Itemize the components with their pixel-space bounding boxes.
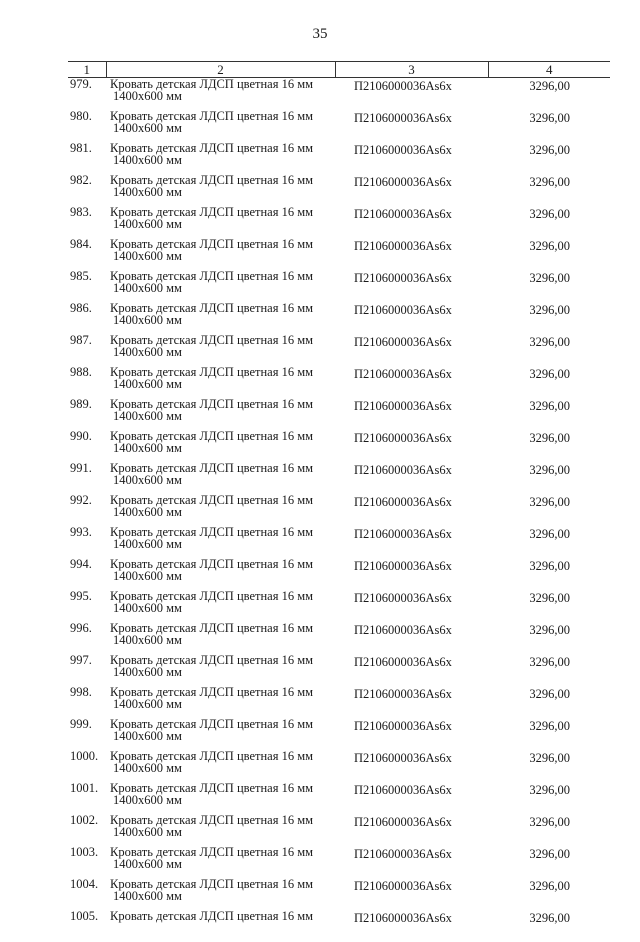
item-price: 3296,00 <box>488 494 610 526</box>
item-name-line1: Кровать детская ЛДСП цветная 16 мм <box>110 686 335 698</box>
row-number: 989. <box>68 398 106 430</box>
item-name <box>106 430 335 462</box>
item-price: 3296,00 <box>488 910 610 942</box>
item-price: 3296,00 <box>488 878 610 910</box>
item-code: П2106000036Аs6х <box>335 878 488 910</box>
item-name-line1: Кровать детская ЛДСП цветная 16 мм <box>110 366 335 378</box>
item-name <box>106 238 335 270</box>
item-name-line1: Кровать детская ЛДСП цветная 16 мм <box>110 142 335 154</box>
item-name-line2: 1400х600 мм <box>110 218 335 230</box>
item-name-line2: 1400х600 мм <box>110 122 335 134</box>
row-number: 991. <box>68 462 106 494</box>
table-row <box>68 398 610 430</box>
row-number: 995. <box>68 590 106 622</box>
item-name <box>106 270 335 302</box>
item-name <box>106 110 335 142</box>
row-number: 980. <box>68 110 106 142</box>
item-name <box>106 174 335 206</box>
table-row <box>68 878 610 910</box>
item-name-line2: 1400х600 мм <box>110 538 335 550</box>
item-name-line2: 1400х600 мм <box>110 282 335 294</box>
item-name <box>106 366 335 398</box>
item-name-line1: Кровать детская ЛДСП цветная 16 мм <box>110 270 335 282</box>
item-name-line2: 1400х600 мм <box>110 410 335 422</box>
item-code: П2106000036Аs6х <box>335 366 488 398</box>
table-row <box>68 110 610 142</box>
item-price: 3296,00 <box>488 750 610 782</box>
table-row <box>68 334 610 366</box>
items-table <box>68 61 610 942</box>
item-code: П2106000036Аs6х <box>335 814 488 846</box>
item-name <box>106 622 335 654</box>
item-code: П2106000036Аs6х <box>335 782 488 814</box>
item-name-line1: Кровать детская ЛДСП цветная 16 мм <box>110 718 335 730</box>
item-name-line1: Кровать детская ЛДСП цветная 16 мм <box>110 494 335 506</box>
item-name-line2: 1400х600 мм <box>110 602 335 614</box>
item-price: 3296,00 <box>488 622 610 654</box>
item-code: П2106000036Аs6х <box>335 590 488 622</box>
item-code: П2106000036Аs6х <box>335 430 488 462</box>
item-name-line1: Кровать детская ЛДСП цветная 16 мм <box>110 238 335 250</box>
item-price: 3296,00 <box>488 206 610 238</box>
item-code: П2106000036Аs6х <box>335 206 488 238</box>
item-name <box>106 718 335 750</box>
item-price: 3296,00 <box>488 558 610 590</box>
table-row <box>68 366 610 398</box>
table-row <box>68 462 610 494</box>
item-name <box>106 686 335 718</box>
item-price: 3296,00 <box>488 846 610 878</box>
item-price: 3296,00 <box>488 654 610 686</box>
row-number: 983. <box>68 206 106 238</box>
table-row <box>68 782 610 814</box>
item-name-line2: 1400х600 мм <box>110 858 335 870</box>
item-name-line2: 1400х600 мм <box>110 890 335 902</box>
item-name <box>106 526 335 558</box>
item-code: П2106000036Аs6х <box>335 654 488 686</box>
item-name-line1: Кровать детская ЛДСП цветная 16 мм <box>110 814 335 826</box>
item-name <box>106 910 335 942</box>
item-code: П2106000036Аs6х <box>335 526 488 558</box>
item-name-line2: 1400х600 мм <box>110 666 335 678</box>
item-name-line1: Кровать детская ЛДСП цветная 16 мм <box>110 590 335 602</box>
item-code: П2106000036Аs6х <box>335 462 488 494</box>
item-name-line1: Кровать детская ЛДСП цветная 16 мм <box>110 110 335 122</box>
item-name-line2: 1400х600 мм <box>110 250 335 262</box>
item-price: 3296,00 <box>488 78 610 111</box>
item-name-line1: Кровать детская ЛДСП цветная 16 мм <box>110 654 335 666</box>
item-name <box>106 846 335 878</box>
table-row <box>68 142 610 174</box>
item-price: 3296,00 <box>488 526 610 558</box>
table-row <box>68 686 610 718</box>
table-row <box>68 558 610 590</box>
item-name-line1: Кровать детская ЛДСП цветная 16 мм <box>110 782 335 794</box>
table-row <box>68 654 610 686</box>
item-name <box>106 206 335 238</box>
item-name-line1: Кровать детская ЛДСП цветная 16 мм <box>110 78 335 90</box>
item-name <box>106 398 335 430</box>
item-name <box>106 558 335 590</box>
item-name-line2: 1400х600 мм <box>110 634 335 646</box>
row-number: 982. <box>68 174 106 206</box>
table-row <box>68 78 610 111</box>
item-price: 3296,00 <box>488 110 610 142</box>
item-price: 3296,00 <box>488 302 610 334</box>
item-name-line1: Кровать детская ЛДСП цветная 16 мм <box>110 750 335 762</box>
row-number: 988. <box>68 366 106 398</box>
item-name <box>106 78 335 111</box>
row-number: 979. <box>68 78 106 111</box>
item-name-line2: 1400х600 мм <box>110 346 335 358</box>
page-number: 35 <box>0 26 640 43</box>
row-number: 1002. <box>68 814 106 846</box>
item-price: 3296,00 <box>488 782 610 814</box>
item-price: 3296,00 <box>488 174 610 206</box>
item-name-line2: 1400х600 мм <box>110 442 335 454</box>
item-name-line1: Кровать детская ЛДСП цветная 16 мм <box>110 878 335 890</box>
item-price: 3296,00 <box>488 430 610 462</box>
item-code: П2106000036Аs6х <box>335 174 488 206</box>
item-name-line2: 1400х600 мм <box>110 314 335 326</box>
item-name-line2: 1400х600 мм <box>110 506 335 518</box>
item-name-line1: Кровать детская ЛДСП цветная 16 мм <box>110 334 335 346</box>
row-number: 997. <box>68 654 106 686</box>
row-number: 1000. <box>68 750 106 782</box>
item-name-line1: Кровать детская ЛДСП цветная 16 мм <box>110 398 335 410</box>
item-code: П2106000036Аs6х <box>335 718 488 750</box>
item-name <box>106 814 335 846</box>
item-name-line2: 1400х600 мм <box>110 762 335 774</box>
item-code: П2106000036Аs6х <box>335 910 488 942</box>
item-name-line2: 1400х600 мм <box>110 826 335 838</box>
item-name <box>106 462 335 494</box>
row-number: 999. <box>68 718 106 750</box>
table-row <box>68 622 610 654</box>
row-number: 981. <box>68 142 106 174</box>
item-name-line2: 1400х600 мм <box>110 154 335 166</box>
table-row <box>68 302 610 334</box>
item-price: 3296,00 <box>488 814 610 846</box>
item-name <box>106 494 335 526</box>
header-col-2: 2 <box>106 62 335 78</box>
item-name-line2: 1400х600 мм <box>110 474 335 486</box>
row-number: 994. <box>68 558 106 590</box>
row-number: 984. <box>68 238 106 270</box>
row-number: 985. <box>68 270 106 302</box>
table-header <box>68 62 610 78</box>
item-name-line2: 1400х600 мм <box>110 570 335 582</box>
item-name <box>106 142 335 174</box>
item-name-line2: 1400х600 мм <box>110 186 335 198</box>
table-row <box>68 718 610 750</box>
item-name-line2: 1400х600 мм <box>110 730 335 742</box>
table-row <box>68 270 610 302</box>
item-code: П2106000036Аs6х <box>335 302 488 334</box>
row-number: 998. <box>68 686 106 718</box>
row-number: 986. <box>68 302 106 334</box>
item-name-line2: 1400х600 мм <box>110 794 335 806</box>
item-code: П2106000036Аs6х <box>335 142 488 174</box>
item-price: 3296,00 <box>488 686 610 718</box>
item-price: 3296,00 <box>488 238 610 270</box>
item-name <box>106 782 335 814</box>
item-name-line1: Кровать детская ЛДСП цветная 16 мм <box>110 430 335 442</box>
table-row <box>68 846 610 878</box>
table-body <box>68 78 610 942</box>
item-price: 3296,00 <box>488 270 610 302</box>
row-number: 1003. <box>68 846 106 878</box>
item-code: П2106000036Аs6х <box>335 238 488 270</box>
item-price: 3296,00 <box>488 462 610 494</box>
item-name-line2: 1400х600 мм <box>110 698 335 710</box>
item-name <box>106 878 335 910</box>
item-name-line1: Кровать детская ЛДСП цветная 16 мм <box>110 462 335 474</box>
item-name <box>106 654 335 686</box>
item-name <box>106 334 335 366</box>
item-name-line1: Кровать детская ЛДСП цветная 16 мм <box>110 846 335 858</box>
item-price: 3296,00 <box>488 590 610 622</box>
row-number: 990. <box>68 430 106 462</box>
item-price: 3296,00 <box>488 718 610 750</box>
item-name-line1: Кровать детская ЛДСП цветная 16 мм <box>110 174 335 186</box>
item-name-line1: Кровать детская ЛДСП цветная 16 мм <box>110 206 335 218</box>
item-code: П2106000036Аs6х <box>335 78 488 111</box>
table-row <box>68 814 610 846</box>
row-number: 1004. <box>68 878 106 910</box>
item-price: 3296,00 <box>488 366 610 398</box>
header-col-1: 1 <box>68 62 106 78</box>
item-code: П2106000036Аs6х <box>335 750 488 782</box>
item-name-line1: Кровать детская ЛДСП цветная 16 мм <box>110 526 335 538</box>
row-number: 996. <box>68 622 106 654</box>
item-code: П2106000036Аs6х <box>335 110 488 142</box>
item-name-line2: 1400х600 мм <box>110 378 335 390</box>
item-name-line1: Кровать детская ЛДСП цветная 16 мм <box>110 558 335 570</box>
table-row <box>68 430 610 462</box>
item-name-line2: 1400х600 мм <box>110 90 335 102</box>
item-price: 3296,00 <box>488 334 610 366</box>
row-number: 1005. <box>68 910 106 942</box>
item-code: П2106000036Аs6х <box>335 846 488 878</box>
row-number: 993. <box>68 526 106 558</box>
item-price: 3296,00 <box>488 142 610 174</box>
item-code: П2106000036Аs6х <box>335 334 488 366</box>
header-col-4: 4 <box>488 62 610 78</box>
header-col-3: 3 <box>335 62 488 78</box>
table-row <box>68 590 610 622</box>
item-code: П2106000036Аs6х <box>335 398 488 430</box>
item-name <box>106 750 335 782</box>
table-row <box>68 238 610 270</box>
item-code: П2106000036Аs6х <box>335 270 488 302</box>
item-name-line1: Кровать детская ЛДСП цветная 16 мм <box>110 910 335 922</box>
item-code: П2106000036Аs6х <box>335 494 488 526</box>
table-row <box>68 174 610 206</box>
table-row <box>68 494 610 526</box>
table-row <box>68 910 610 942</box>
item-price: 3296,00 <box>488 398 610 430</box>
item-name <box>106 302 335 334</box>
item-code: П2106000036Аs6х <box>335 622 488 654</box>
row-number: 987. <box>68 334 106 366</box>
item-name-line1: Кровать детская ЛДСП цветная 16 мм <box>110 302 335 314</box>
item-name-line1: Кровать детская ЛДСП цветная 16 мм <box>110 622 335 634</box>
table-row <box>68 750 610 782</box>
item-name <box>106 590 335 622</box>
row-number: 992. <box>68 494 106 526</box>
row-number: 1001. <box>68 782 106 814</box>
table-row <box>68 526 610 558</box>
header-row <box>68 62 610 78</box>
item-code: П2106000036Аs6х <box>335 558 488 590</box>
table-row <box>68 206 610 238</box>
item-code: П2106000036Аs6х <box>335 686 488 718</box>
